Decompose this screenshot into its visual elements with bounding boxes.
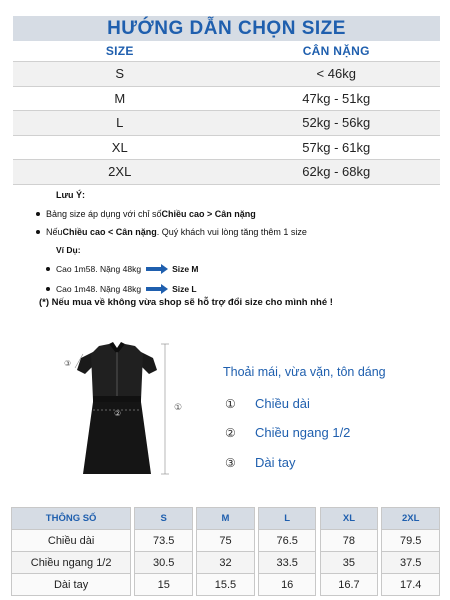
weight-cell: 47kg - 51kg [302, 90, 371, 106]
bullet-dot-icon [46, 287, 50, 291]
length-marker-label: ① [174, 403, 183, 413]
feature-item [225, 425, 350, 440]
measure-cell: 17.4 [382, 574, 440, 596]
width-marker-label: ② [114, 409, 122, 418]
measure-cell: 33.5 [258, 552, 315, 574]
example-line [46, 284, 307, 294]
feature-number: ① [225, 396, 236, 411]
feature-number: ③ [225, 455, 236, 470]
table-row [12, 552, 440, 574]
header-cell: M [197, 508, 254, 530]
weight-cell: 52kg - 56kg [302, 115, 371, 131]
example-heading: Ví Dụ: [56, 245, 81, 255]
size-guide-table [13, 16, 440, 185]
dress-figure [55, 340, 195, 480]
header-size: SIZE [105, 44, 134, 58]
table-row [13, 160, 440, 185]
measure-cell: 75 [197, 530, 254, 552]
measure-cell: 32 [197, 552, 254, 574]
measure-cell: 76.5 [258, 530, 315, 552]
table-row [13, 136, 440, 161]
measure-cell: 35 [320, 552, 377, 574]
bullet-dot-icon [36, 230, 40, 234]
measure-label: Dài tay [12, 574, 131, 596]
example-result: Size M [172, 264, 199, 274]
feature-label: Dài tay [255, 455, 296, 470]
measurement-table [11, 507, 440, 596]
feature-item [225, 455, 295, 470]
feature-label: Chiều dài [255, 396, 310, 411]
header-cell: S [135, 508, 192, 530]
table-row [12, 530, 440, 552]
sleeve-marker-label: ③ [64, 359, 72, 368]
example-text: Cao 1m48. Nặng 48kg [56, 284, 142, 294]
note-bullet [36, 209, 307, 219]
table-row [13, 62, 440, 87]
measure-label: Chiều ngang 1/2 [12, 552, 131, 574]
bullet-dot-icon [36, 212, 40, 216]
table-row [13, 111, 440, 136]
feature-label: Chiều ngang 1/2 [255, 425, 351, 440]
size-cell: L [116, 115, 124, 131]
note-text: Bảng size áp dụng với chỉ số [46, 209, 162, 219]
size-cell: S [115, 66, 125, 82]
measure-label: Chiều dài [12, 530, 131, 552]
header-cell: THÔNG SỐ [12, 508, 131, 530]
measure-cell: 16.7 [320, 574, 377, 596]
measure-cell: 30.5 [135, 552, 192, 574]
note-bold: Chiều cao > Cân nặng [161, 209, 256, 219]
note-bullet [36, 227, 307, 237]
size-grid-header [13, 41, 440, 62]
feature-title: Thoải mái, vừa vặn, tôn dáng [223, 365, 386, 379]
dress-illustration-icon [55, 340, 195, 480]
table-row [12, 574, 440, 596]
size-cell: 2XL [108, 164, 132, 180]
table-row [13, 87, 440, 112]
weight-cell: 57kg - 61kg [302, 139, 371, 155]
measure-cell: 73.5 [135, 530, 192, 552]
measure-cell: 79.5 [382, 530, 440, 552]
arrow-right-icon [146, 284, 168, 294]
notes-heading: Lưu Ý: [56, 190, 86, 200]
header-weight: CÂN NẶNG [302, 44, 370, 58]
size-cell: XL [111, 139, 128, 155]
page-title: HƯỚNG DẪN CHỌN SIZE [107, 18, 346, 39]
measure-cell: 78 [320, 530, 377, 552]
size-guide-title-bar [13, 16, 440, 41]
weight-cell: 62kg - 68kg [302, 164, 371, 180]
note-bold: Chiều cao < Cân nặng [62, 227, 157, 237]
measure-cell: 15.5 [197, 574, 254, 596]
example-line [46, 264, 307, 274]
weight-cell: < 46kg [316, 66, 356, 82]
size-cell: M [114, 90, 126, 106]
measure-cell: 15 [135, 574, 192, 596]
measure-cell: 37.5 [382, 552, 440, 574]
measure-cell: 16 [258, 574, 315, 596]
notes-section [36, 190, 307, 304]
arrow-right-icon [146, 264, 168, 274]
header-cell: L [258, 508, 315, 530]
feature-item [225, 396, 310, 411]
feature-number: ② [225, 425, 236, 440]
example-result: Size L [172, 284, 197, 294]
header-cell: XL [320, 508, 377, 530]
measurement-header-row [12, 508, 440, 530]
size-grid [13, 41, 440, 185]
example-text: Cao 1m58. Nặng 48kg [56, 264, 142, 274]
bullet-dot-icon [46, 267, 50, 271]
note-text: Nếu [46, 227, 63, 237]
header-cell: 2XL [382, 508, 440, 530]
exchange-warning: (*) Nếu mua về không vừa shop sẽ hỗ trợ đổi size cho mình nhé ! [39, 297, 333, 308]
note-text: . Quý khách vui lòng tăng thêm 1 size [156, 227, 307, 237]
